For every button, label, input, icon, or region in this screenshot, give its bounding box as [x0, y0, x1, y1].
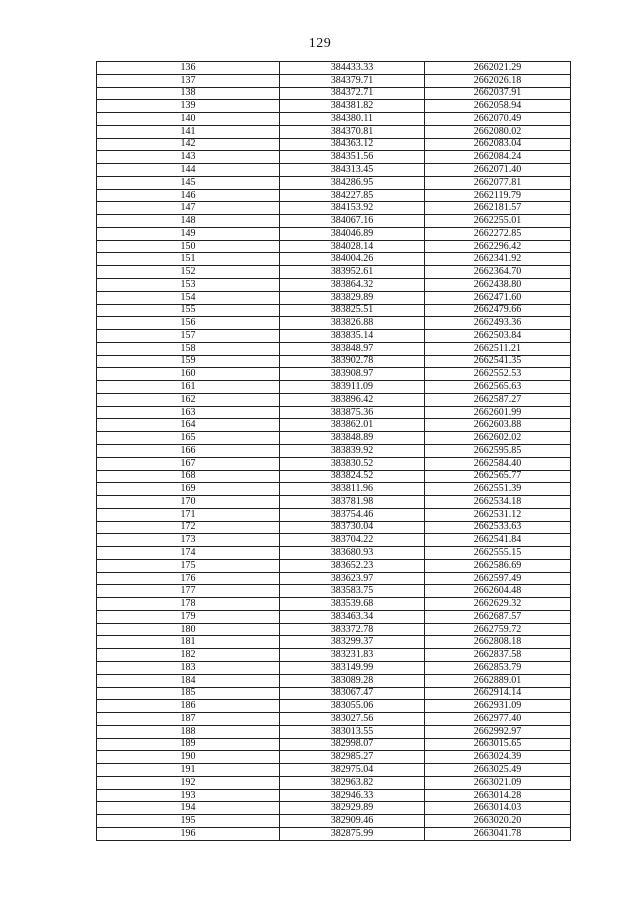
point-number-cell: 181	[97, 636, 280, 649]
table-row	[97, 457, 571, 470]
y-coordinate-cell: 2662021.29	[425, 62, 571, 75]
x-coordinate-cell: 383835.14	[280, 330, 425, 343]
point-number-cell: 160	[97, 368, 280, 381]
table-row	[97, 355, 571, 368]
y-coordinate-cell: 2662587.27	[425, 393, 571, 406]
x-coordinate-cell: 383623.97	[280, 572, 425, 585]
table-row	[97, 432, 571, 445]
y-coordinate-cell: 2662272.85	[425, 227, 571, 240]
table-row	[97, 674, 571, 687]
y-coordinate-cell: 2662992.97	[425, 725, 571, 738]
table-row	[97, 585, 571, 598]
x-coordinate-cell: 383908.97	[280, 368, 425, 381]
y-coordinate-cell: 2663014.03	[425, 802, 571, 815]
x-coordinate-cell: 383089.28	[280, 674, 425, 687]
point-number-cell: 172	[97, 521, 280, 534]
y-coordinate-cell: 2662058.94	[425, 100, 571, 113]
table-row	[97, 393, 571, 406]
point-number-cell: 177	[97, 585, 280, 598]
table-row	[97, 62, 571, 75]
y-coordinate-cell: 2662597.49	[425, 572, 571, 585]
point-number-cell: 137	[97, 74, 280, 87]
y-coordinate-cell: 2662070.49	[425, 113, 571, 126]
y-coordinate-cell: 2662531.12	[425, 508, 571, 521]
table-row	[97, 291, 571, 304]
table-row	[97, 240, 571, 253]
point-number-cell: 144	[97, 164, 280, 177]
point-number-cell: 185	[97, 687, 280, 700]
point-number-cell: 196	[97, 827, 280, 840]
point-number-cell: 156	[97, 317, 280, 330]
table-row	[97, 815, 571, 828]
x-coordinate-cell: 383583.75	[280, 585, 425, 598]
table-row	[97, 342, 571, 355]
table-row	[97, 368, 571, 381]
y-coordinate-cell: 2662977.40	[425, 713, 571, 726]
x-coordinate-cell: 382963.82	[280, 776, 425, 789]
point-number-cell: 150	[97, 240, 280, 253]
x-coordinate-cell: 382875.99	[280, 827, 425, 840]
y-coordinate-cell: 2662181.57	[425, 202, 571, 215]
table-row	[97, 151, 571, 164]
x-coordinate-cell: 384227.85	[280, 189, 425, 202]
point-number-cell: 151	[97, 253, 280, 266]
table-row	[97, 598, 571, 611]
x-coordinate-cell: 383848.89	[280, 432, 425, 445]
point-number-cell: 146	[97, 189, 280, 202]
x-coordinate-cell: 382975.04	[280, 764, 425, 777]
point-number-cell: 145	[97, 176, 280, 189]
point-number-cell: 157	[97, 330, 280, 343]
table-row	[97, 483, 571, 496]
x-coordinate-cell: 383875.36	[280, 406, 425, 419]
point-number-cell: 186	[97, 700, 280, 713]
table-row	[97, 661, 571, 674]
table-row	[97, 496, 571, 509]
point-number-cell: 136	[97, 62, 280, 75]
x-coordinate-cell: 383680.93	[280, 547, 425, 560]
table-row	[97, 713, 571, 726]
table-row	[97, 381, 571, 394]
point-number-cell: 153	[97, 279, 280, 292]
x-coordinate-cell: 382985.27	[280, 751, 425, 764]
table-row	[97, 87, 571, 100]
y-coordinate-cell: 2663025.49	[425, 764, 571, 777]
y-coordinate-cell: 2662255.01	[425, 215, 571, 228]
point-number-cell: 141	[97, 125, 280, 138]
x-coordinate-cell: 383826.88	[280, 317, 425, 330]
table-row	[97, 802, 571, 815]
x-coordinate-cell: 383013.55	[280, 725, 425, 738]
table-row	[97, 470, 571, 483]
x-coordinate-cell: 382946.33	[280, 789, 425, 802]
point-number-cell: 139	[97, 100, 280, 113]
table-row	[97, 649, 571, 662]
point-number-cell: 158	[97, 342, 280, 355]
y-coordinate-cell: 2663041.78	[425, 827, 571, 840]
point-number-cell: 176	[97, 572, 280, 585]
x-coordinate-cell: 384153.92	[280, 202, 425, 215]
point-number-cell: 154	[97, 291, 280, 304]
y-coordinate-cell: 2662604.48	[425, 585, 571, 598]
table-row	[97, 636, 571, 649]
y-coordinate-cell: 2662026.18	[425, 74, 571, 87]
y-coordinate-cell: 2662601.99	[425, 406, 571, 419]
coordinates-table-body	[97, 62, 571, 841]
point-number-cell: 169	[97, 483, 280, 496]
y-coordinate-cell: 2662471.60	[425, 291, 571, 304]
table-row	[97, 547, 571, 560]
table-row	[97, 738, 571, 751]
y-coordinate-cell: 2662808.18	[425, 636, 571, 649]
table-row	[97, 623, 571, 636]
y-coordinate-cell: 2662341.92	[425, 253, 571, 266]
x-coordinate-cell: 382929.89	[280, 802, 425, 815]
point-number-cell: 152	[97, 266, 280, 279]
y-coordinate-cell: 2663024.39	[425, 751, 571, 764]
x-coordinate-cell: 384351.56	[280, 151, 425, 164]
table-row	[97, 74, 571, 87]
point-number-cell: 140	[97, 113, 280, 126]
point-number-cell: 155	[97, 304, 280, 317]
table-row	[97, 100, 571, 113]
point-number-cell: 187	[97, 713, 280, 726]
point-number-cell: 142	[97, 138, 280, 151]
x-coordinate-cell: 382909.46	[280, 815, 425, 828]
page-number: 129	[308, 36, 332, 51]
point-number-cell: 167	[97, 457, 280, 470]
x-coordinate-cell: 383539.68	[280, 598, 425, 611]
y-coordinate-cell: 2662438.80	[425, 279, 571, 292]
y-coordinate-cell: 2662552.53	[425, 368, 571, 381]
point-number-cell: 190	[97, 751, 280, 764]
x-coordinate-cell: 383299.37	[280, 636, 425, 649]
table-row	[97, 764, 571, 777]
x-coordinate-cell: 383896.42	[280, 393, 425, 406]
point-number-cell: 161	[97, 381, 280, 394]
x-coordinate-cell: 383652.23	[280, 559, 425, 572]
point-number-cell: 170	[97, 496, 280, 509]
x-coordinate-cell: 383055.06	[280, 700, 425, 713]
y-coordinate-cell: 2662541.35	[425, 355, 571, 368]
point-number-cell: 179	[97, 610, 280, 623]
y-coordinate-cell: 2662586.69	[425, 559, 571, 572]
x-coordinate-cell: 383704.22	[280, 534, 425, 547]
table-row	[97, 138, 571, 151]
x-coordinate-cell: 384028.14	[280, 240, 425, 253]
y-coordinate-cell: 2662493.36	[425, 317, 571, 330]
y-coordinate-cell: 2662555.15	[425, 547, 571, 560]
table-row	[97, 508, 571, 521]
x-coordinate-cell: 382998.07	[280, 738, 425, 751]
table-row	[97, 444, 571, 457]
table-row	[97, 304, 571, 317]
y-coordinate-cell: 2662296.42	[425, 240, 571, 253]
y-coordinate-cell: 2662889.01	[425, 674, 571, 687]
y-coordinate-cell: 2662037.91	[425, 87, 571, 100]
point-number-cell: 138	[97, 87, 280, 100]
table-row	[97, 164, 571, 177]
coordinates-table	[96, 61, 571, 841]
point-number-cell: 191	[97, 764, 280, 777]
x-coordinate-cell: 383902.78	[280, 355, 425, 368]
x-coordinate-cell: 383463.34	[280, 610, 425, 623]
x-coordinate-cell: 384004.26	[280, 253, 425, 266]
point-number-cell: 162	[97, 393, 280, 406]
table-row	[97, 827, 571, 840]
y-coordinate-cell: 2662077.81	[425, 176, 571, 189]
x-coordinate-cell: 383231.83	[280, 649, 425, 662]
y-coordinate-cell: 2662595.85	[425, 444, 571, 457]
y-coordinate-cell: 2662837.58	[425, 649, 571, 662]
table-row	[97, 176, 571, 189]
point-number-cell: 193	[97, 789, 280, 802]
x-coordinate-cell: 383149.99	[280, 661, 425, 674]
x-coordinate-cell: 383811.96	[280, 483, 425, 496]
x-coordinate-cell: 383829.89	[280, 291, 425, 304]
point-number-cell: 174	[97, 547, 280, 560]
point-number-cell: 159	[97, 355, 280, 368]
y-coordinate-cell: 2662083.04	[425, 138, 571, 151]
y-coordinate-cell: 2662084.24	[425, 151, 571, 164]
table-row	[97, 610, 571, 623]
y-coordinate-cell: 2662931.09	[425, 700, 571, 713]
table-row	[97, 776, 571, 789]
y-coordinate-cell: 2662914.14	[425, 687, 571, 700]
table-row	[97, 521, 571, 534]
x-coordinate-cell: 384313.45	[280, 164, 425, 177]
x-coordinate-cell: 384067.16	[280, 215, 425, 228]
point-number-cell: 192	[97, 776, 280, 789]
table-row	[97, 330, 571, 343]
x-coordinate-cell: 384379.71	[280, 74, 425, 87]
x-coordinate-cell: 383067.47	[280, 687, 425, 700]
x-coordinate-cell: 383754.46	[280, 508, 425, 521]
table-row	[97, 266, 571, 279]
y-coordinate-cell: 2662071.40	[425, 164, 571, 177]
y-coordinate-cell: 2662853.79	[425, 661, 571, 674]
point-number-cell: 175	[97, 559, 280, 572]
table-row	[97, 534, 571, 547]
y-coordinate-cell: 2662364.70	[425, 266, 571, 279]
y-coordinate-cell: 2662565.77	[425, 470, 571, 483]
x-coordinate-cell: 384046.89	[280, 227, 425, 240]
y-coordinate-cell: 2662479.66	[425, 304, 571, 317]
y-coordinate-cell: 2662511.21	[425, 342, 571, 355]
x-coordinate-cell: 383911.09	[280, 381, 425, 394]
y-coordinate-cell: 2662629.32	[425, 598, 571, 611]
point-number-cell: 148	[97, 215, 280, 228]
y-coordinate-cell: 2662584.40	[425, 457, 571, 470]
y-coordinate-cell: 2662533.63	[425, 521, 571, 534]
y-coordinate-cell: 2662565.63	[425, 381, 571, 394]
table-row	[97, 559, 571, 572]
x-coordinate-cell: 383027.56	[280, 713, 425, 726]
x-coordinate-cell: 383830.52	[280, 457, 425, 470]
y-coordinate-cell: 2662602.02	[425, 432, 571, 445]
point-number-cell: 178	[97, 598, 280, 611]
table-row	[97, 189, 571, 202]
y-coordinate-cell: 2663014.28	[425, 789, 571, 802]
y-coordinate-cell: 2662687.57	[425, 610, 571, 623]
point-number-cell: 165	[97, 432, 280, 445]
point-number-cell: 182	[97, 649, 280, 662]
point-number-cell: 166	[97, 444, 280, 457]
x-coordinate-cell: 383839.92	[280, 444, 425, 457]
x-coordinate-cell: 384286.95	[280, 176, 425, 189]
point-number-cell: 194	[97, 802, 280, 815]
table-row	[97, 113, 571, 126]
point-number-cell: 184	[97, 674, 280, 687]
table-row	[97, 215, 571, 228]
y-coordinate-cell: 2663015.65	[425, 738, 571, 751]
point-number-cell: 168	[97, 470, 280, 483]
table-row	[97, 572, 571, 585]
x-coordinate-cell: 384380.11	[280, 113, 425, 126]
x-coordinate-cell: 384372.71	[280, 87, 425, 100]
y-coordinate-cell: 2662759.72	[425, 623, 571, 636]
x-coordinate-cell: 383862.01	[280, 419, 425, 432]
point-number-cell: 171	[97, 508, 280, 521]
point-number-cell: 163	[97, 406, 280, 419]
x-coordinate-cell: 383730.04	[280, 521, 425, 534]
x-coordinate-cell: 383824.52	[280, 470, 425, 483]
table-row	[97, 125, 571, 138]
x-coordinate-cell: 383372.78	[280, 623, 425, 636]
table-row	[97, 317, 571, 330]
y-coordinate-cell: 2663021.09	[425, 776, 571, 789]
y-coordinate-cell: 2663020.20	[425, 815, 571, 828]
y-coordinate-cell: 2662551.39	[425, 483, 571, 496]
table-row	[97, 279, 571, 292]
point-number-cell: 164	[97, 419, 280, 432]
point-number-cell: 173	[97, 534, 280, 547]
x-coordinate-cell: 383781.98	[280, 496, 425, 509]
x-coordinate-cell: 384433.33	[280, 62, 425, 75]
x-coordinate-cell: 383952.61	[280, 266, 425, 279]
point-number-cell: 183	[97, 661, 280, 674]
table-row	[97, 725, 571, 738]
point-number-cell: 147	[97, 202, 280, 215]
table-row	[97, 789, 571, 802]
x-coordinate-cell: 383864.32	[280, 279, 425, 292]
y-coordinate-cell: 2662534.18	[425, 496, 571, 509]
x-coordinate-cell: 384370.81	[280, 125, 425, 138]
x-coordinate-cell: 384363.12	[280, 138, 425, 151]
table-row	[97, 202, 571, 215]
point-number-cell: 195	[97, 815, 280, 828]
y-coordinate-cell: 2662541.84	[425, 534, 571, 547]
y-coordinate-cell: 2662080.02	[425, 125, 571, 138]
table-row	[97, 227, 571, 240]
point-number-cell: 143	[97, 151, 280, 164]
table-row	[97, 687, 571, 700]
point-number-cell: 180	[97, 623, 280, 636]
x-coordinate-cell: 384381.82	[280, 100, 425, 113]
x-coordinate-cell: 383825.51	[280, 304, 425, 317]
table-row	[97, 253, 571, 266]
table-row	[97, 700, 571, 713]
y-coordinate-cell: 2662503.84	[425, 330, 571, 343]
table-row	[97, 406, 571, 419]
table-row	[97, 419, 571, 432]
point-number-cell: 149	[97, 227, 280, 240]
x-coordinate-cell: 383848.97	[280, 342, 425, 355]
y-coordinate-cell: 2662119.79	[425, 189, 571, 202]
table-row	[97, 751, 571, 764]
point-number-cell: 188	[97, 725, 280, 738]
y-coordinate-cell: 2662603.88	[425, 419, 571, 432]
point-number-cell: 189	[97, 738, 280, 751]
